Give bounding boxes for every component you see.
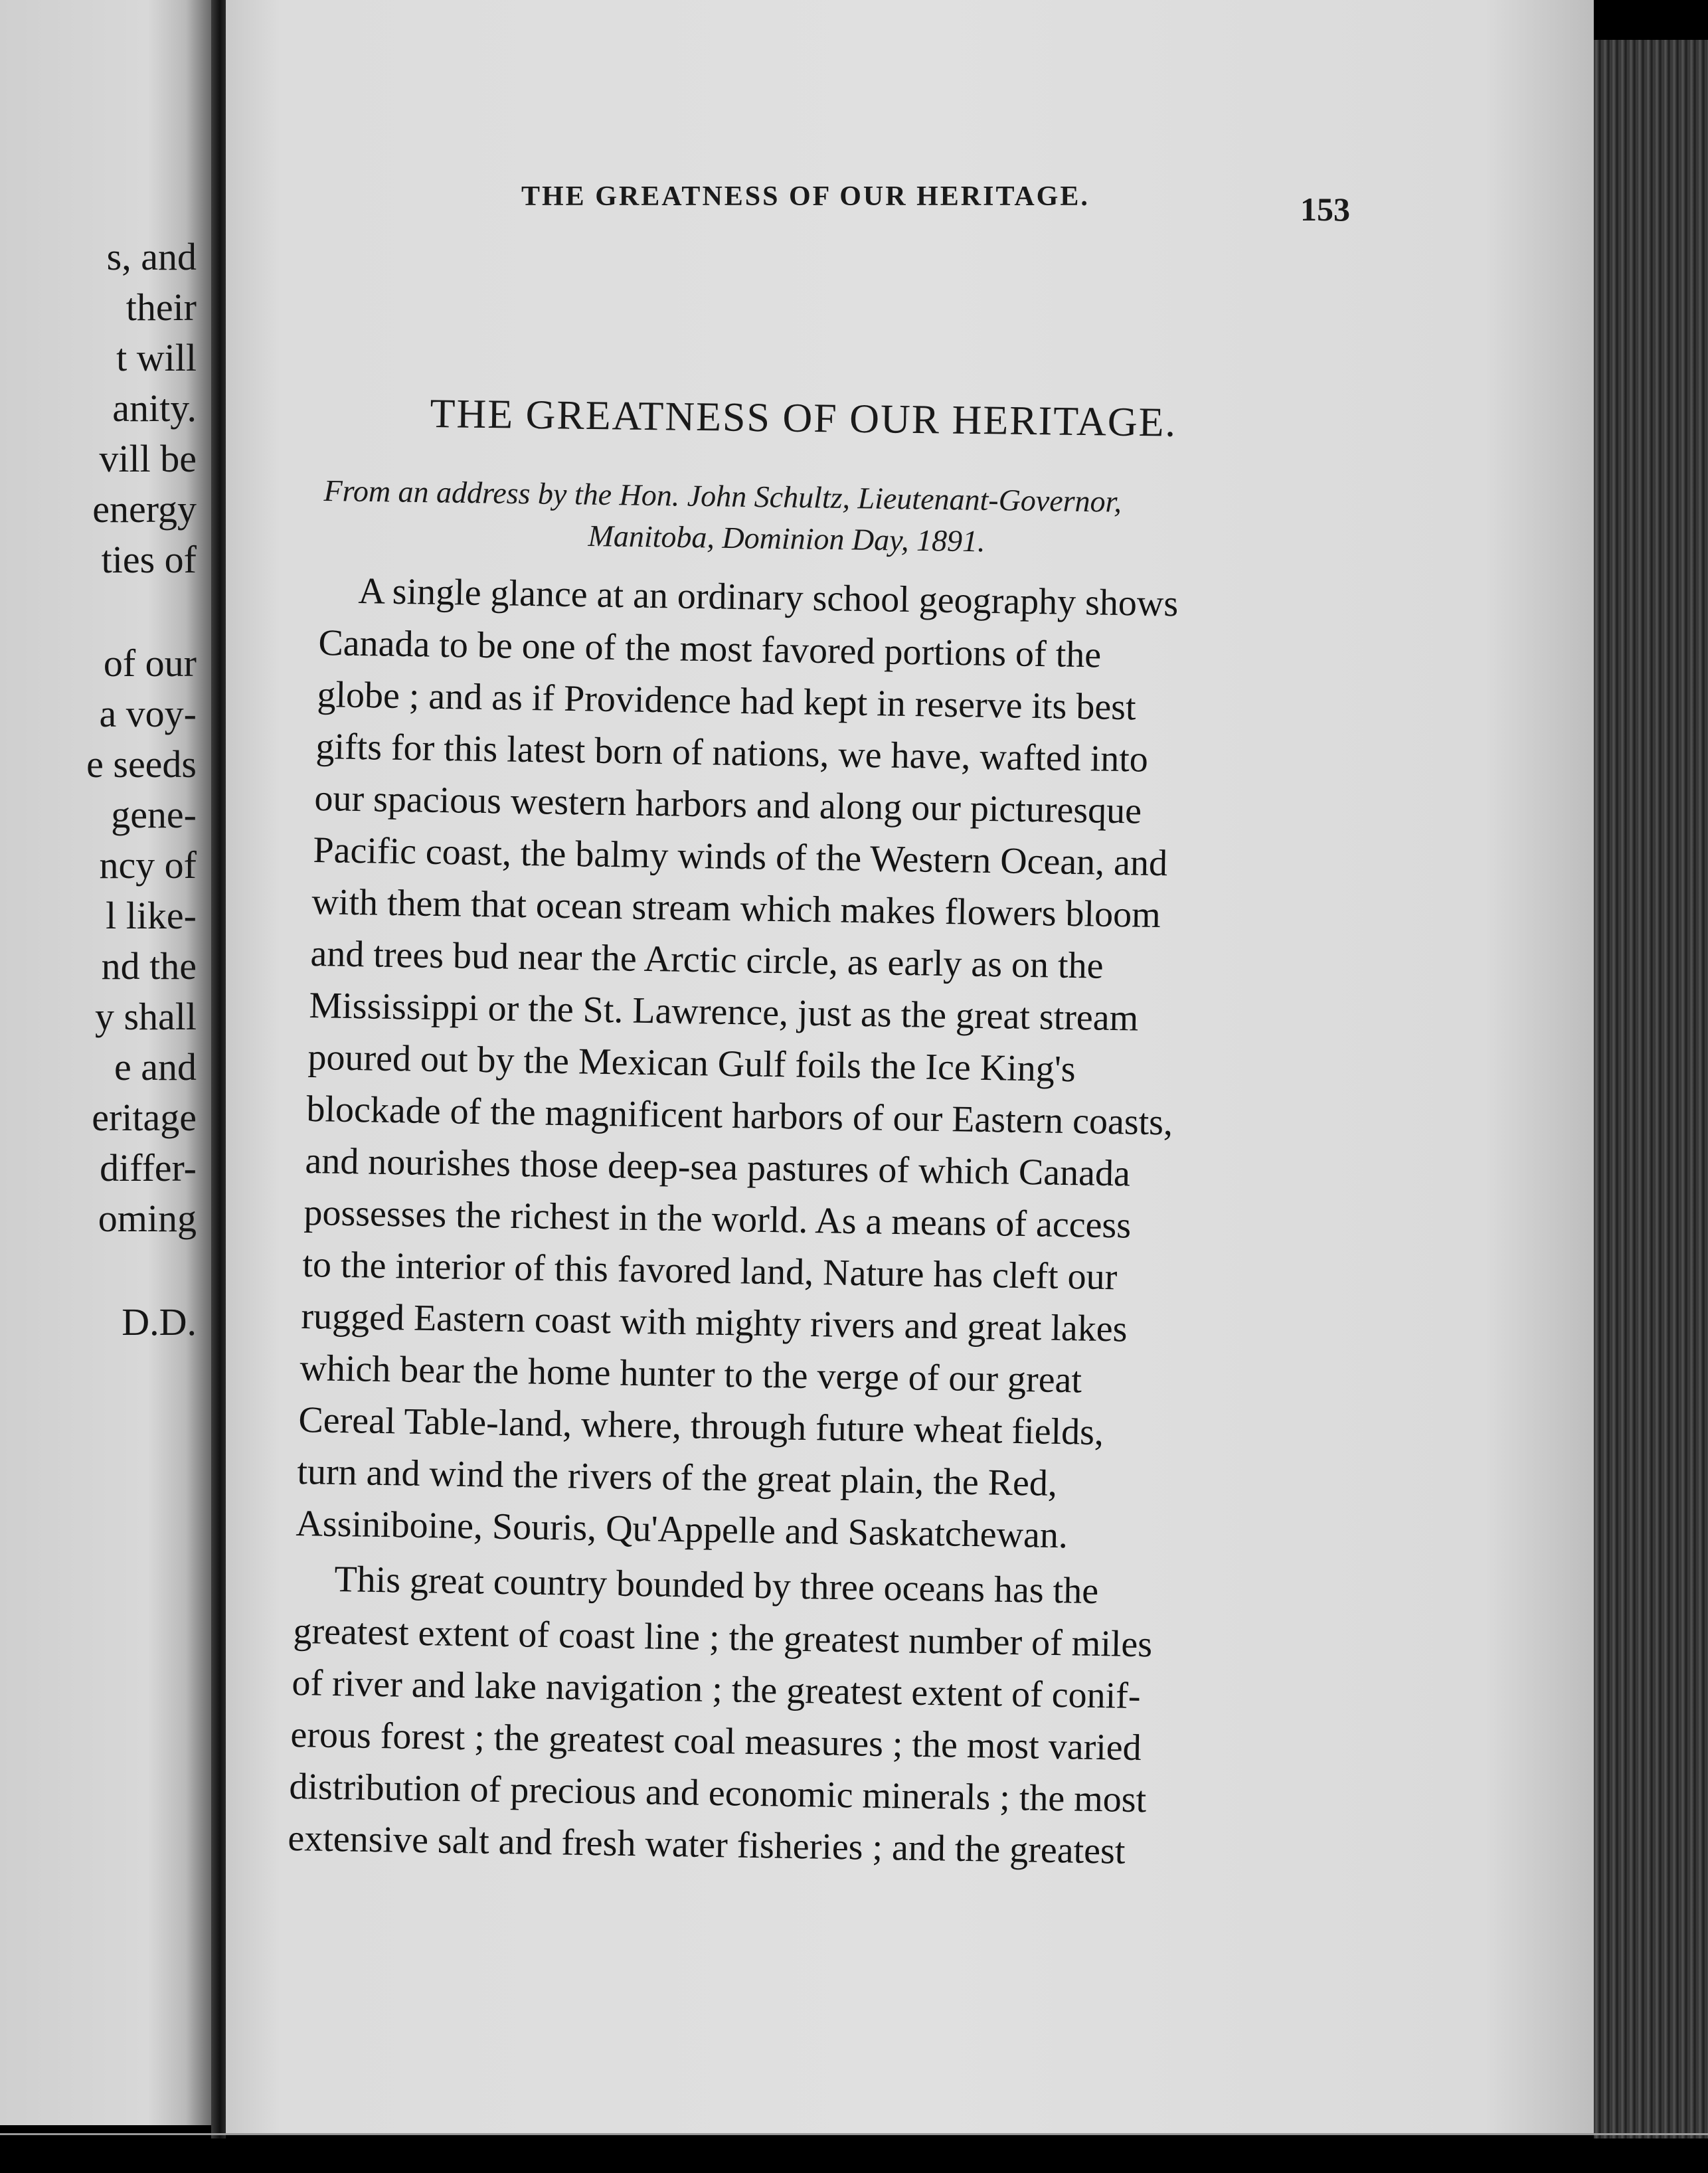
facing-page-line: ties of — [101, 538, 197, 581]
body-text-line: with them that ocean stream which makes flowers bloom — [311, 881, 1161, 936]
body-text-line: and trees bud near the Arctic circle, as early as on the — [310, 932, 1104, 987]
facing-page-line: of our — [103, 642, 197, 685]
body-text-line: extensive salt and fresh water fisheries ; and the greatest — [288, 1817, 1126, 1872]
facing-page-line: nd the — [101, 944, 197, 988]
body-text-line: and nourishes those deep-sea pastures of which Canada — [305, 1140, 1131, 1195]
body-text-line: Canada to be one of the most favored portions of the — [318, 622, 1102, 676]
body-text-line: of river and lake navigation ; the greatest extent of conif- — [292, 1662, 1141, 1717]
scan-border — [0, 2133, 1708, 2135]
facing-page-line: a voy- — [99, 692, 197, 735]
body-text-line: greatest extent of coast line ; the greatest number of miles — [293, 1610, 1153, 1666]
body-text-line: blockade of the magnificent harbors of our Eastern coasts, — [306, 1088, 1173, 1144]
facing-page-line: anity. — [112, 387, 197, 430]
body-text-line: Cereal Table-land, where, through future wheat fields, — [298, 1399, 1104, 1454]
body-text-line: A single glance at an ordinary school geography shows — [358, 570, 1179, 625]
book-gutter — [211, 0, 226, 2138]
facing-page-line: l like- — [106, 894, 197, 937]
facing-page-line: s, and — [106, 235, 197, 278]
byline: From an address by the Hon. John Schultz, Lieutenant-Governor, — [323, 473, 1122, 519]
facing-page-line: t will — [116, 336, 197, 379]
body-text-line: which bear the home hunter to the verge of our great — [299, 1347, 1082, 1401]
body-text-line: gifts for this latest born of nations, we have, wafted into — [315, 725, 1149, 780]
body-text-line: Pacific coast, the balmy winds of the Western Ocean, and — [313, 829, 1168, 885]
body-text-line: our spacious western harbors and along our picturesque — [314, 777, 1142, 832]
running-head: THE GREATNESS OF OUR HERITAGE. — [521, 181, 1090, 212]
body-text-line: erous forest ; the greatest coal measures ; the most varied — [290, 1713, 1142, 1769]
facing-page-line: vill be — [99, 437, 197, 480]
facing-page-line: y shall — [94, 995, 197, 1038]
article-title: THE GREATNESS OF OUR HERITAGE. — [430, 391, 1177, 446]
body-text-line: rugged Eastern coast with mighty rivers and great lakes — [301, 1295, 1128, 1350]
body-text-line: Assiniboine, Souris, Qu'Appelle and Saskatchewan. — [296, 1502, 1068, 1557]
facing-page-line: energy — [92, 487, 197, 531]
body-text-line: This great country bounded by three oceans has the — [334, 1558, 1099, 1612]
body-text-line: globe ; and as if Providence had kept in reserve its best — [317, 673, 1137, 729]
facing-page-line: oming — [98, 1197, 197, 1240]
facing-page-line: gene- — [111, 793, 197, 836]
facing-page-line: e seeds — [86, 742, 197, 786]
facing-page-line: ncy of — [99, 843, 197, 887]
facing-page-line: differ- — [100, 1146, 197, 1189]
body-text-line: Mississippi or the St. Lawrence, just as the great stream — [309, 984, 1139, 1039]
body-text-line: possesses the richest in the world. As a means of access — [303, 1191, 1132, 1247]
facing-page-line: eritage — [92, 1096, 197, 1139]
body-text-line: distribution of precious and economic minerals ; the most — [289, 1765, 1147, 1821]
facing-page-line: their — [126, 286, 197, 329]
body-text-line: poured out by the Mexican Gulf foils the Ice King's — [307, 1036, 1076, 1090]
facing-page-line: D.D. — [122, 1300, 197, 1344]
page-number: 153 — [1300, 191, 1350, 228]
page-edges — [1594, 40, 1708, 2138]
body-text-line: to the interior of this favored land, Nature has cleft our — [302, 1243, 1118, 1298]
facing-page-fragment — [0, 0, 211, 2125]
byline: Manitoba, Dominion Day, 1891. — [588, 518, 985, 559]
facing-page-line: e and — [114, 1045, 197, 1088]
body-text-line: turn and wind the rivers of the great plain, the Red, — [297, 1450, 1058, 1504]
